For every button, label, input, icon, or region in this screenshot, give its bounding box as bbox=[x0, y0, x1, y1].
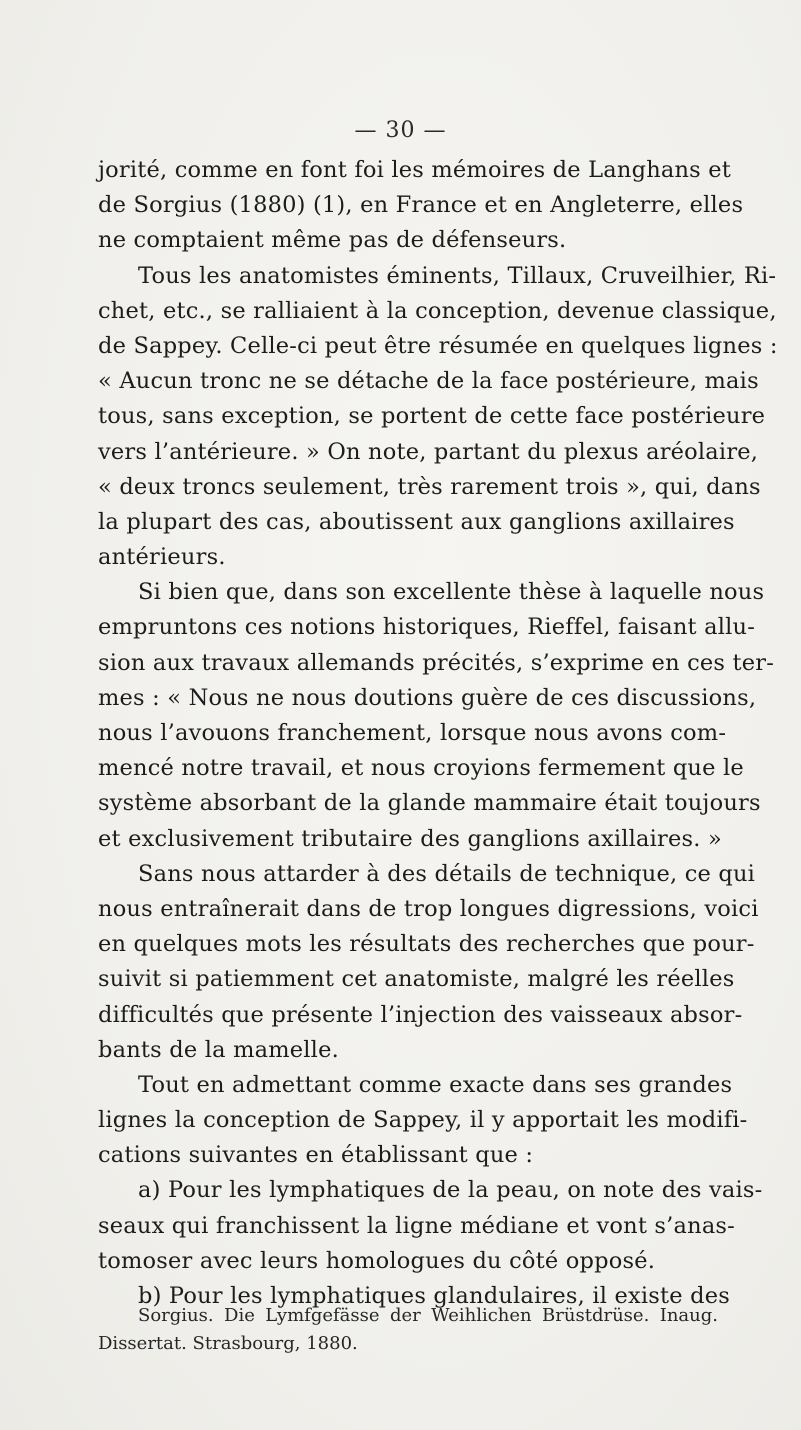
text-line: en quelques mots les résultats des recherches que pour- bbox=[98, 931, 755, 958]
text-line: de Sappey. Celle-ci peut être résumée en quelques lignes : bbox=[98, 332, 778, 359]
text-line: mencé notre travail, et nous croyions fermement que le bbox=[98, 755, 744, 782]
text-line: tous, sans exception, se portent de cette face postérieure bbox=[98, 403, 766, 430]
text-line: chet, etc., se ralliaient à la conception, devenue classique, bbox=[98, 297, 777, 324]
text-line: b) Pour les lymphatiques glandulaires, il existe des bbox=[138, 1283, 731, 1309]
text-line: « deux troncs seulement, très rarement trois », qui, dans bbox=[98, 473, 761, 500]
text-line: tomoser avec leurs homologues du côté opposé. bbox=[98, 1247, 656, 1274]
text-line: vers l’antérieure. » On note, partant du plexus aréolaire, bbox=[98, 438, 759, 465]
text-line: bants de la mamelle. bbox=[98, 1036, 339, 1063]
text-line: cations suivantes en établissant que : bbox=[98, 1142, 534, 1169]
text-line: nous entraînerait dans de trop longues digressions, voici bbox=[98, 895, 759, 922]
footnote-line: Sorgius. Die Lymfgefässe der Weihlichen Brüstdrüse. Inaug. bbox=[138, 1305, 718, 1326]
body-text bbox=[98, 153, 778, 1314]
text-line: système absorbant de la glande mammaire était toujours bbox=[98, 790, 761, 817]
text-line: nous l’avouons franchement, lorsque nous avons com- bbox=[98, 720, 727, 746]
text-line: Si bien que, dans son excellente thèse à laquelle nous bbox=[138, 579, 765, 606]
text-line: jorité, comme en font foi les mémoires de Langhans et bbox=[98, 157, 732, 183]
text-line: ne comptaient même pas de défenseurs. bbox=[98, 227, 567, 254]
text-line: Sans nous attarder à des détails de technique, ce qui bbox=[138, 860, 756, 887]
text-line: de Sorgius (1880) (1), en France et en Angleterre, elles bbox=[98, 192, 744, 219]
text-line: seaux qui franchissent la ligne médiane et vont s’anas- bbox=[98, 1212, 735, 1239]
text-line: antérieurs. bbox=[98, 544, 226, 571]
text-line: sion aux travaux allemands précités, s’exprime en ces ter- bbox=[98, 649, 775, 676]
text-line: Tout en admettant comme exacte dans ses grandes bbox=[138, 1071, 733, 1098]
text-line: lignes la conception de Sappey, il y apportait les modifi- bbox=[98, 1107, 748, 1134]
text-line: et exclusivement tributaire des ganglions axillaires. » bbox=[98, 825, 722, 852]
footnote-line: Dissertat. Strasbourg, 1880. bbox=[98, 1333, 358, 1354]
text-line: la plupart des cas, aboutissent aux ganglions axillaires bbox=[98, 508, 735, 535]
text-line: difficultés que présente l’injection des vaisseaux absor- bbox=[98, 1001, 743, 1028]
text-line: « Aucun tronc ne se détache de la face postérieure, mais bbox=[98, 368, 759, 395]
page-number-header: — 30 — bbox=[354, 118, 447, 143]
text-line: a) Pour les lymphatiques de la peau, on note des vais- bbox=[138, 1177, 763, 1204]
text-line: Tous les anatomistes éminents, Tillaux, Cruveilhier, Ri- bbox=[138, 262, 777, 289]
text-line: suivit si patiemment cet anatomiste, malgré les réelles bbox=[98, 966, 735, 993]
footnote bbox=[98, 1302, 718, 1358]
text-line: empruntons ces notions historiques, Rieffel, faisant allu- bbox=[98, 614, 756, 641]
text-line: mes : « Nous ne nous doutions guère de ces discussions, bbox=[98, 684, 757, 711]
